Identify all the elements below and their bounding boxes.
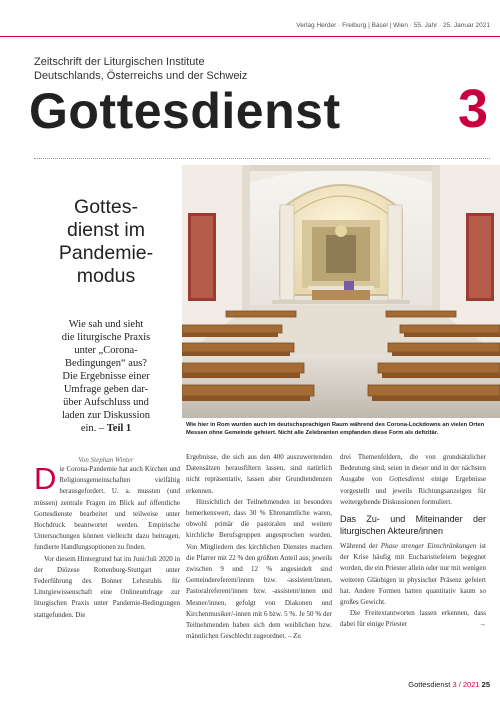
paragraph xyxy=(340,608,486,630)
lead-line: über Aufschluss und xyxy=(63,397,149,408)
masthead-title: Gottesdienst xyxy=(29,83,341,139)
text-run: Während der xyxy=(340,542,381,551)
issue-number: 3 xyxy=(457,79,488,139)
text-column-3 xyxy=(340,452,486,631)
headline-line: dienst im xyxy=(66,219,146,241)
section-heading: Das Zu- und Miteinander der liturgischen Akteure/innen xyxy=(340,514,486,536)
subtitle-line-1: Zeitschrift der Liturgischen Institute xyxy=(34,56,205,68)
headline-line: modus xyxy=(76,265,136,287)
paragraph: Hinsichtlich der Teilnehmenden ist besonders bemerkenswert, dass 30 % Ehrenamtliche waren, obwohl primär die pastoralen und weitere kirchliche Berufsgruppen angesprochen wurden. Von Mitgliedern des kirchlichen Dienstes machen die Pfarrer mit 22 % den größten Anteil aus; jeweils zwischen 9 und 12 % angesiedelt sind Gemeindereferent/innen bzw. -assistent/innen, Pastoralreferent/innen bzw. -assistent/innen und Mesner/innen, gefolgt von Diakonen und Kirchenmusiker/-innen mit 6 bzw. 5 %. Je 50 % der Teilnehmenden haben sich dem weiblichen bzw. männlichen Geschlecht zugeordnet. – Zu xyxy=(186,497,332,641)
text-run: einige Ergebnisse vorgestellt und jeweils Richtungsanzeigen für weitergehende Diskussionen formuliert. xyxy=(340,475,486,506)
continue-arrow-icon: → xyxy=(479,620,486,629)
top-bar xyxy=(0,0,500,40)
headline-line: Pandemie- xyxy=(58,242,154,264)
text-column-1 xyxy=(34,461,180,621)
lead-line: Die Ergebnisse einer xyxy=(62,371,150,382)
text-run: Die Freitextantworten lassen erkennen, dass dabei für einige Priester xyxy=(340,609,486,629)
paragraph: ie Corona-Pandemie hat auch Kirchen und Religionsgemeinschaften vielfältig herausgefordert. U. a. mussten (und müssen) zentrale Fragen im Blick auf öffentliche Gottesdienste bearbeitet und teilweise unter Hochdruck beantwortet werden. Empirische Untersuchungen können vielleicht dazu beitragen, fundierte Handlungsoptionen zu finden. xyxy=(34,465,180,552)
lead-line-last xyxy=(40,422,172,435)
drop-cap: D xyxy=(34,461,57,496)
page-footer xyxy=(408,680,490,689)
text-run: ist der Krise häufig mit Eucharistiefeiern begegnet worden, die ein Priester allein oder nur mit wenigen weiteren Gläubigen in physischer Präsenz gefeiert hat. Andere Formen hatten quantitativ kaum so großes Gewicht. xyxy=(340,542,487,607)
emphasis: Gottesdienst xyxy=(389,475,425,484)
chapel-photo xyxy=(182,165,500,418)
photo-caption: Wie hier in Rom wurden auch im deutschsprachigen Raum während des Corona-Lockdowns an vielen Orten Messen ohne Gemeinde gefeiert. Nicht alle Zelebranten empfanden diese Form als defizitär. xyxy=(186,422,485,436)
lead-line: unter „Corona- xyxy=(74,345,138,356)
paragraph xyxy=(340,541,486,608)
article-headline xyxy=(40,196,172,288)
headline-line: Gottes- xyxy=(74,196,138,218)
masthead-subtitle xyxy=(34,55,247,83)
text-column-2 xyxy=(186,452,332,642)
article-lead xyxy=(40,318,172,435)
top-rule xyxy=(0,36,500,37)
lead-line: Bedingungen“ aus? xyxy=(65,358,147,369)
paragraph: Vor diesem Hintergrund hat im Juni/Juli 2020 in der Diözese Rottenburg-Stuttgart unter Federführung des Bonner Lehrstuhls für Liturgiewissenschaft eine Onlineumfrage zur liturgischen Praxis unter Pandemie-Bedingungen stattgefunden. Die xyxy=(34,554,180,619)
publisher-info: Verlag Herder · Freiburg | Basel | Wien · 55. Jahr · 25. Januar 2021 xyxy=(296,22,490,29)
lead-line: laden zur Diskussion xyxy=(61,410,151,421)
text-run: drei Themenfeldern, die von grundsätzlicher Bedeutung sind, seien in dieser und in der nächsten Ausgabe von xyxy=(340,453,486,484)
lead-line: Umfrage geben dar- xyxy=(63,384,149,395)
paragraph xyxy=(340,452,486,508)
footer-magazine: Gottesdienst xyxy=(408,680,451,689)
page-number: 25 xyxy=(481,680,490,689)
chapel-illustration xyxy=(182,165,500,418)
lead-line: Wie sah und sieht xyxy=(68,319,144,330)
lead-line: die liturgische Praxis xyxy=(61,332,151,343)
lead-ending: ein. – xyxy=(80,423,107,434)
footer-issue: 3 / 2021 xyxy=(452,680,480,689)
lead-part-label: Teil 1 xyxy=(106,423,132,434)
article-author: Von Stephan Winter xyxy=(78,456,134,464)
paragraph: Ergebnisse, die sich aus den 400 auszuwertenden Datensätzen herausfiltern lassen, sind natürlich nicht repräsentativ, lassen aber Grundtendenzen erkennen. xyxy=(186,453,332,495)
emphasis: Phase strenger Einschränkungen xyxy=(380,542,477,551)
dotted-divider xyxy=(34,158,490,159)
subtitle-line-2: Deutschlands, Österreichs und der Schweiz xyxy=(34,70,248,82)
